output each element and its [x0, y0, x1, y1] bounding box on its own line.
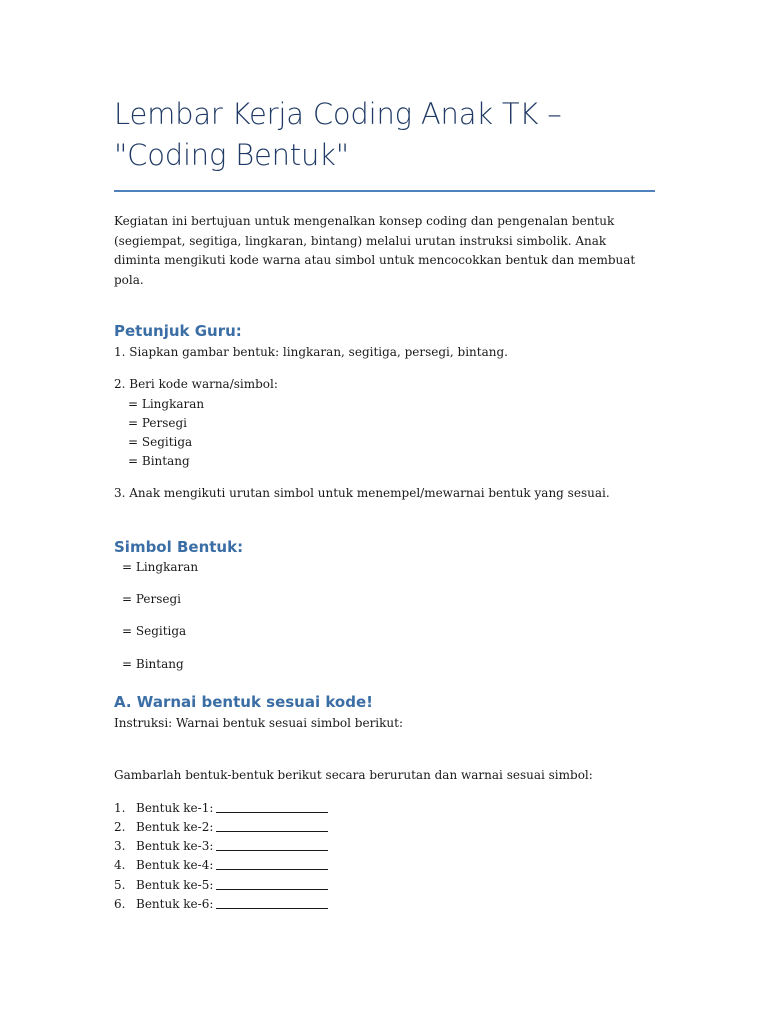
answer-blank[interactable] [216, 837, 328, 851]
answer-blank[interactable] [216, 856, 328, 870]
answer-blank[interactable] [216, 799, 328, 813]
shape-answer-list [114, 799, 656, 915]
symbol-item-persegi: = Persegi [122, 592, 182, 607]
code-item-persegi: = Persegi [128, 415, 188, 430]
answer-blank[interactable] [216, 895, 328, 909]
teacher-step-3: 3. Anak mengikuti urutan simbol untuk menempel/mewarnai bentuk yang sesuai. [114, 485, 610, 500]
answer-blank[interactable] [216, 876, 328, 890]
symbol-item-lingkaran: = Lingkaran [122, 560, 199, 575]
shape-symbols-heading: Simbol Bentuk: [114, 538, 244, 557]
symbol-item-bintang: = Bintang [122, 656, 184, 671]
code-item-bintang: = Bintang [128, 454, 190, 469]
coloring-instruction: Instruksi: Warnai bentuk sesuai simbol berikut: [114, 715, 404, 730]
symbol-item-segitiga: = Segitiga [122, 624, 187, 639]
list-item: 1. Bentuk ke-1: [114, 799, 656, 818]
list-item: 6. Bentuk ke-6: [114, 895, 656, 914]
teacher-step-2: 2. Beri kode warna/simbol: [114, 377, 278, 392]
list-item: 5. Bentuk ke-5: [114, 876, 656, 895]
teacher-instructions-heading: Petunjuk Guru: [114, 322, 242, 340]
list-item: 4. Bentuk ke-4: [114, 856, 656, 875]
symbol-list [114, 558, 656, 674]
intro-paragraph: Kegiatan ini bertujuan untuk mengenalkan konsep coding dan pengenalan bentuk (segiempat, segitiga, lingkaran, bintang) melalui urutan instruksi simbolik. Anak diminta mengikuti kode warna atau simbol untuk mencocokkan bentuk dan membuat pola. [114, 214, 636, 287]
worksheet-page [114, 94, 656, 914]
title-divider [114, 190, 655, 192]
teacher-step-1: 1. Siapkan gambar bentuk: lingkaran, segitiga, persegi, bintang. [114, 345, 508, 359]
page-title: Lembar Kerja Coding Anak TK – "Coding Bentuk" [114, 97, 562, 172]
coloring-section-heading: A. Warnai bentuk sesuai kode! [114, 692, 373, 711]
code-item-lingkaran: = Lingkaran [128, 396, 205, 411]
list-item: 3. Bentuk ke-3: [114, 837, 656, 856]
drawing-task: Gambarlah bentuk-bentuk berikut secara berurutan dan warnai sesuai simbol: [114, 768, 593, 783]
code-item-segitiga: = Segitiga [128, 435, 193, 450]
list-item: 2. Bentuk ke-2: [114, 818, 656, 837]
answer-blank[interactable] [216, 818, 328, 832]
